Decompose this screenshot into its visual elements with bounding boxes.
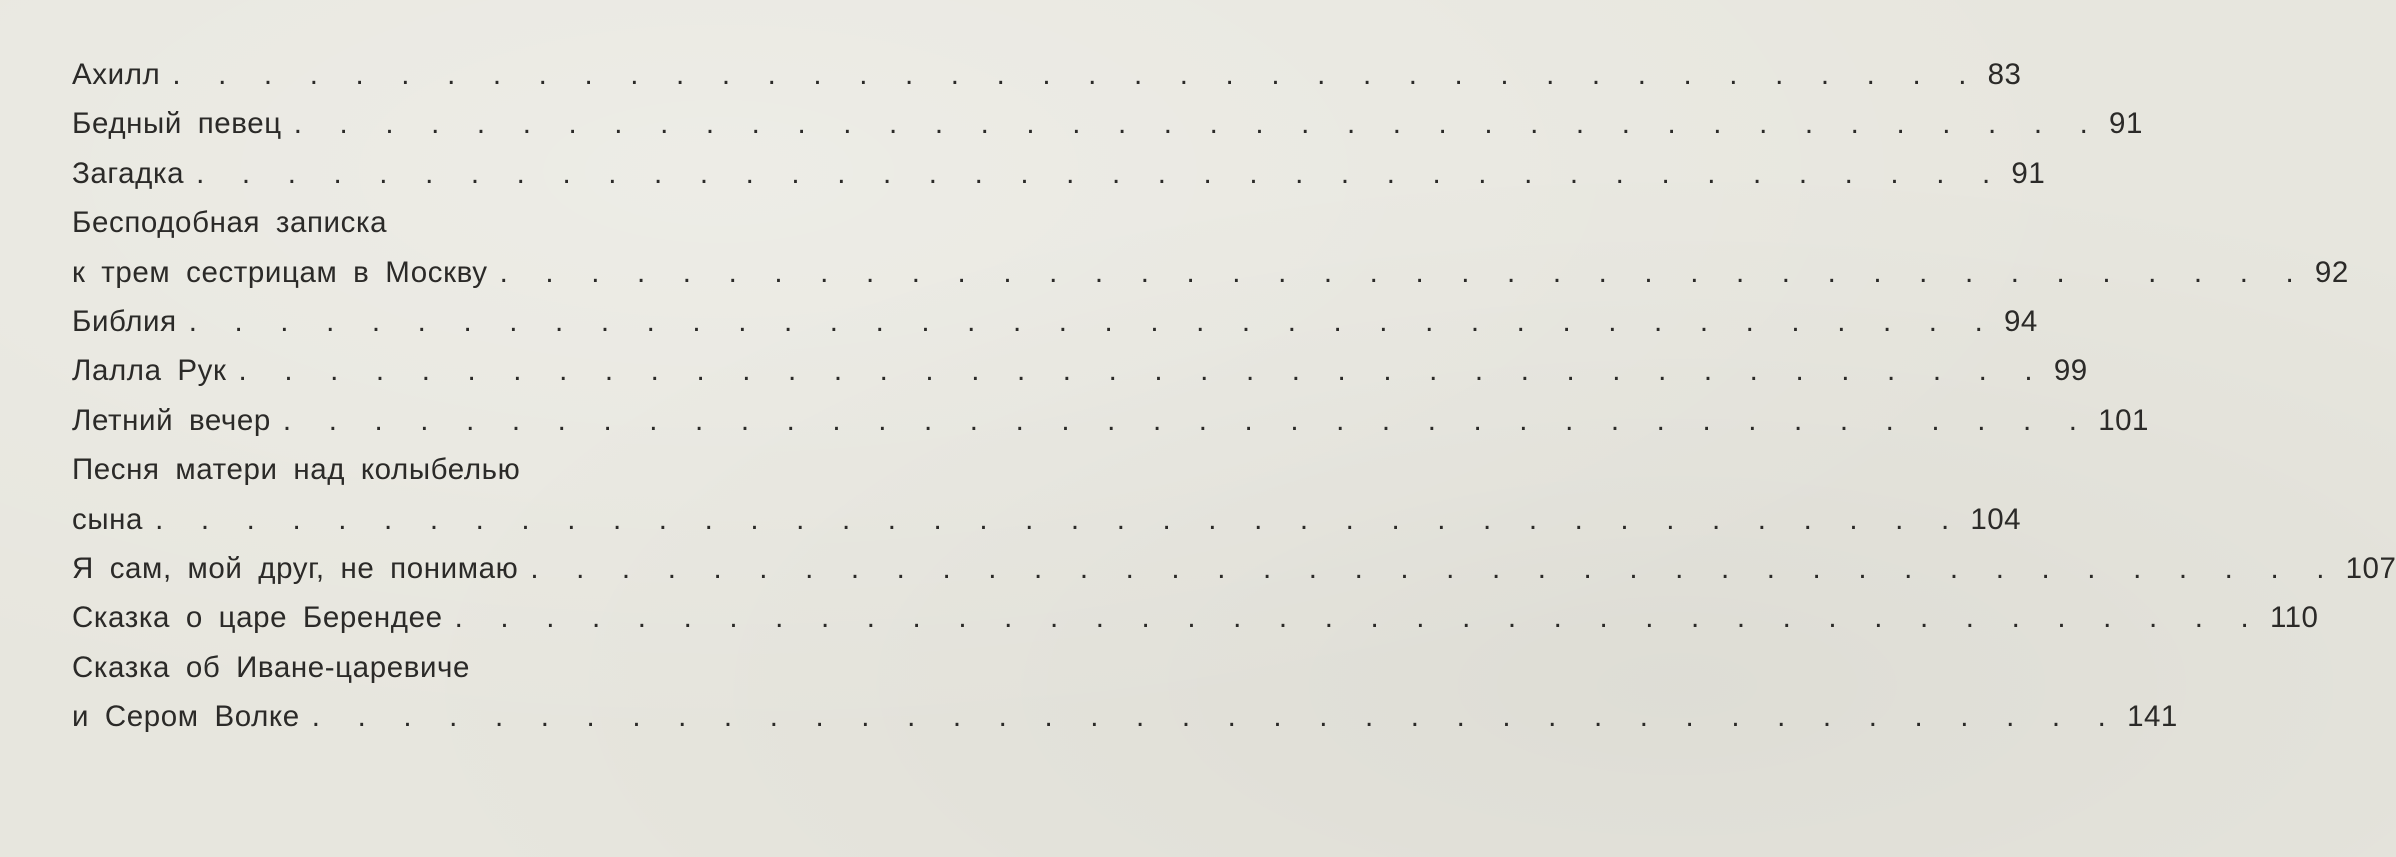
toc-entry-title-continued: и Сером Волке xyxy=(72,700,300,734)
toc-entry-line xyxy=(72,297,2038,346)
toc-page-number: 94 xyxy=(2003,305,2038,339)
toc-page-number: 91 xyxy=(2011,156,2046,190)
toc-page-number: 83 xyxy=(1987,58,2022,91)
toc-entry-title: Я сам, мой друг, не понимаю xyxy=(72,552,519,586)
toc-page-number: 141 xyxy=(2127,700,2178,734)
toc-entry-title-continued: сына xyxy=(72,502,144,536)
toc-entry-line xyxy=(72,50,2022,99)
toc-page-number: 99 xyxy=(2053,354,2088,388)
dot-leader: . . . . . . . . . . . . . . . . . . . . . . . . . . . . . . . . . . . . . . . . xyxy=(499,255,2305,289)
dot-leader: . . . . . . . . . . . . . . . . . . . . . . . . . . . . . . . . . . . . . . . . xyxy=(282,403,2089,437)
toc-entry-title: Летний вечер xyxy=(72,403,271,437)
toc-entry-first-line xyxy=(72,198,762,247)
toc-entry-title: Загадка xyxy=(72,156,185,190)
dot-leader: . . . . . . . . . . . . . . . . . . . . . . . . . . . . . . . . . . . . . . . . xyxy=(188,305,1994,339)
dot-leader: . . . . . . . . . . . . . . . . . . . . . . . . . . . . . . . . . . . . . . . . xyxy=(238,354,2044,388)
dot-leader: . . . . . . . . . . . . . . . . . . . . . . . . . . . . . . . . . . . . . . . . xyxy=(530,552,2336,586)
toc-entry-title-continued: к трем сестрицам в Москву xyxy=(72,255,488,289)
toc-entry xyxy=(72,445,2022,544)
dot-leader: . . . . . . . . . . . . . . . . . . . . . . . . . . . . . . . . . . . . . . . . xyxy=(155,502,1961,536)
toc-entry-line xyxy=(72,495,2022,544)
toc-entry xyxy=(72,593,2319,642)
toc-entry-title: Библия xyxy=(72,305,177,339)
toc-entry xyxy=(72,643,2178,742)
dot-leader: . . . . . . . . . . . . . . . . . . . . . . . . . . . . . . . . . . . . . . . . xyxy=(454,601,2260,635)
toc-entry-title: Песня матери над колыбелью xyxy=(72,453,521,487)
toc-entry-first-line xyxy=(72,643,762,692)
toc-entry-line xyxy=(72,248,2349,297)
toc-page-number: 104 xyxy=(1970,502,2022,536)
toc-entry xyxy=(72,50,2022,99)
dot-leader: . . . . . . . . . . . . . . . . . . . . . . . . . . . . . . . . . . . . . . . . xyxy=(293,107,2100,141)
toc-entry-title: Бесподобная записка xyxy=(72,206,388,240)
toc-entry-title: Ахилл xyxy=(72,58,161,91)
toc-entry xyxy=(72,149,2046,198)
toc-entry-title: Лалла Рук xyxy=(72,354,227,388)
toc-page-number: 101 xyxy=(2098,403,2149,437)
toc-page-number: 92 xyxy=(2314,255,2349,289)
toc-page-number: 110 xyxy=(2269,601,2319,635)
toc-entry-line xyxy=(72,544,2396,593)
dot-leader: . . . . . . . . . . . . . . . . . . . . . . . . . . . . . . . . . . . . . . . . xyxy=(311,700,2118,734)
toc-entry-line xyxy=(72,99,2143,148)
toc-entry-first-line xyxy=(72,445,762,494)
toc-entry xyxy=(72,297,2038,346)
toc-entry-line xyxy=(72,593,2319,642)
toc-entry xyxy=(72,198,2349,297)
toc-entry xyxy=(72,396,2149,445)
toc-page-number: 107 xyxy=(2345,552,2396,586)
toc-entry-title: Сказка об Иване-царевиче xyxy=(72,650,471,684)
toc-entry-title: Бедный певец xyxy=(72,107,282,141)
dot-leader: . . . . . . . . . . . . . . . . . . . . . . . . . . . . . . . . . . . . . . . . xyxy=(196,156,2002,190)
toc-entry xyxy=(72,346,2088,395)
toc-entry-line xyxy=(72,149,2046,198)
toc-entry-line xyxy=(72,346,2088,395)
toc-entry-line xyxy=(72,396,2149,445)
toc-entry-title: Сказка о царе Берендее xyxy=(72,601,443,635)
toc-entry xyxy=(72,99,2143,148)
dot-leader: . . . . . . . . . . . . . . . . . . . . . . . . . . . . . . . . . . . . . . . . xyxy=(172,58,1978,91)
toc-page-number: 91 xyxy=(2109,107,2143,141)
toc-entry xyxy=(72,544,2396,593)
toc-entry-line xyxy=(72,692,2178,741)
table-of-contents xyxy=(72,50,2396,742)
